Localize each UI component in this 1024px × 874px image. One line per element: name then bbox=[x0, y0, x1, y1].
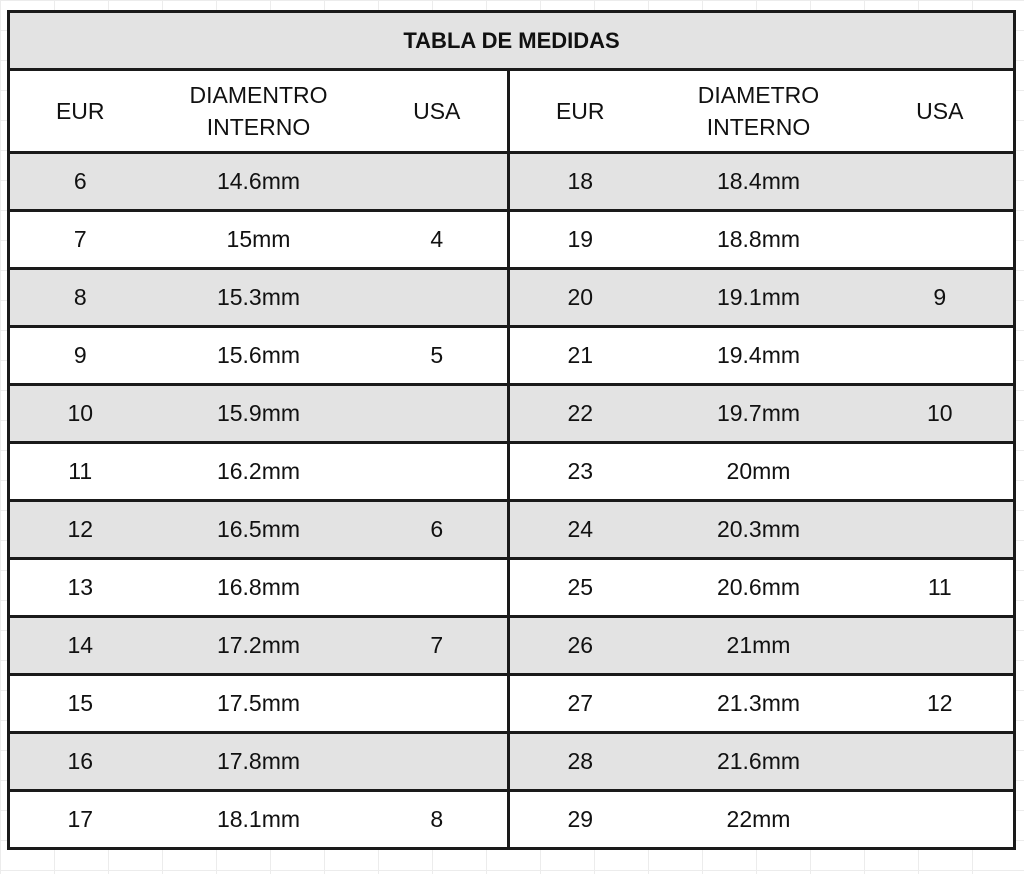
cell-usa-right bbox=[867, 327, 1015, 385]
cell-usa-right bbox=[867, 501, 1015, 559]
cell-diameter-right: 19.7mm bbox=[651, 385, 867, 443]
cell-diameter-left: 15mm bbox=[151, 211, 367, 269]
cell-eur-right: 22 bbox=[509, 385, 651, 443]
cell-diameter-left: 15.6mm bbox=[151, 327, 367, 385]
cell-usa-left bbox=[367, 675, 509, 733]
header-label: USA bbox=[916, 98, 964, 124]
cell-diameter-left: 16.8mm bbox=[151, 559, 367, 617]
table-title: TABLA DE MEDIDAS bbox=[9, 12, 1015, 70]
cell-diameter-left: 14.6mm bbox=[151, 153, 367, 211]
header-label-line2: INTERNO bbox=[206, 114, 311, 140]
cell-usa-right bbox=[867, 153, 1015, 211]
cell-eur-right: 29 bbox=[509, 791, 651, 849]
title-row bbox=[9, 12, 1015, 70]
table-row bbox=[9, 501, 1015, 559]
cell-diameter-left: 18.1mm bbox=[151, 791, 367, 849]
cell-usa-right bbox=[867, 443, 1015, 501]
cell-usa-left bbox=[367, 153, 509, 211]
cell-usa-left: 5 bbox=[367, 327, 509, 385]
cell-diameter-right: 19.1mm bbox=[651, 269, 867, 327]
header-usa-right bbox=[867, 70, 1015, 153]
cell-diameter-right: 19.4mm bbox=[651, 327, 867, 385]
table-row bbox=[9, 675, 1015, 733]
cell-usa-left: 7 bbox=[367, 617, 509, 675]
cell-diameter-left: 15.3mm bbox=[151, 269, 367, 327]
cell-usa-right: 9 bbox=[867, 269, 1015, 327]
table-row bbox=[9, 153, 1015, 211]
cell-diameter-right: 20.3mm bbox=[651, 501, 867, 559]
cell-usa-left bbox=[367, 443, 509, 501]
cell-diameter-left: 15.9mm bbox=[151, 385, 367, 443]
header-eur-left bbox=[9, 70, 151, 153]
table-row bbox=[9, 269, 1015, 327]
cell-diameter-left: 17.5mm bbox=[151, 675, 367, 733]
cell-diameter-right: 18.8mm bbox=[651, 211, 867, 269]
cell-diameter-right: 18.4mm bbox=[651, 153, 867, 211]
cell-usa-right bbox=[867, 733, 1015, 791]
header-label: EUR bbox=[55, 98, 105, 124]
table-row bbox=[9, 733, 1015, 791]
table-row bbox=[9, 617, 1015, 675]
cell-eur-right: 25 bbox=[509, 559, 651, 617]
cell-diameter-right: 21.6mm bbox=[651, 733, 867, 791]
cell-diameter-right: 22mm bbox=[651, 791, 867, 849]
cell-usa-right bbox=[867, 617, 1015, 675]
table-row bbox=[9, 327, 1015, 385]
cell-diameter-right: 21mm bbox=[651, 617, 867, 675]
cell-usa-left bbox=[367, 385, 509, 443]
cell-usa-left bbox=[367, 559, 509, 617]
header-label-line1: DIAMETRO bbox=[697, 82, 820, 108]
header-label-line1: DIAMENTRO bbox=[189, 82, 328, 108]
cell-diameter-right: 21.3mm bbox=[651, 675, 867, 733]
header-label: EUR bbox=[555, 98, 605, 124]
cell-usa-left: 8 bbox=[367, 791, 509, 849]
header-usa-left bbox=[367, 70, 509, 153]
cell-usa-left bbox=[367, 269, 509, 327]
cell-eur-right: 18 bbox=[509, 153, 651, 211]
header-row bbox=[9, 70, 1015, 153]
cell-usa-left: 6 bbox=[367, 501, 509, 559]
cell-diameter-left: 16.2mm bbox=[151, 443, 367, 501]
cell-eur-left: 17 bbox=[9, 791, 151, 849]
cell-diameter-left: 17.2mm bbox=[151, 617, 367, 675]
cell-eur-right: 24 bbox=[509, 501, 651, 559]
cell-eur-left: 8 bbox=[9, 269, 151, 327]
cell-usa-left: 4 bbox=[367, 211, 509, 269]
cell-eur-right: 26 bbox=[509, 617, 651, 675]
table-row bbox=[9, 443, 1015, 501]
cell-diameter-right: 20mm bbox=[651, 443, 867, 501]
cell-eur-left: 14 bbox=[9, 617, 151, 675]
cell-usa-left bbox=[367, 733, 509, 791]
header-label-line2: INTERNO bbox=[706, 114, 811, 140]
cell-eur-left: 10 bbox=[9, 385, 151, 443]
header-diameter-left bbox=[151, 70, 367, 153]
header-diameter-right bbox=[651, 70, 867, 153]
cell-usa-right bbox=[867, 791, 1015, 849]
cell-usa-right: 12 bbox=[867, 675, 1015, 733]
cell-eur-left: 6 bbox=[9, 153, 151, 211]
cell-eur-left: 16 bbox=[9, 733, 151, 791]
cell-eur-right: 28 bbox=[509, 733, 651, 791]
table-row bbox=[9, 211, 1015, 269]
cell-eur-right: 27 bbox=[509, 675, 651, 733]
header-label: USA bbox=[413, 98, 461, 124]
cell-usa-right: 10 bbox=[867, 385, 1015, 443]
cell-eur-left: 7 bbox=[9, 211, 151, 269]
table-row bbox=[9, 791, 1015, 849]
cell-eur-left: 13 bbox=[9, 559, 151, 617]
cell-eur-left: 15 bbox=[9, 675, 151, 733]
cell-eur-right: 23 bbox=[509, 443, 651, 501]
cell-eur-left: 11 bbox=[9, 443, 151, 501]
cell-eur-right: 21 bbox=[509, 327, 651, 385]
cell-usa-right: 11 bbox=[867, 559, 1015, 617]
cell-eur-right: 20 bbox=[509, 269, 651, 327]
cell-diameter-right: 20.6mm bbox=[651, 559, 867, 617]
cell-eur-left: 9 bbox=[9, 327, 151, 385]
size-chart-table bbox=[7, 10, 1016, 850]
cell-diameter-left: 16.5mm bbox=[151, 501, 367, 559]
cell-usa-right bbox=[867, 211, 1015, 269]
table-row bbox=[9, 559, 1015, 617]
header-eur-right bbox=[509, 70, 651, 153]
cell-diameter-left: 17.8mm bbox=[151, 733, 367, 791]
cell-eur-right: 19 bbox=[509, 211, 651, 269]
cell-eur-left: 12 bbox=[9, 501, 151, 559]
table-row bbox=[9, 385, 1015, 443]
